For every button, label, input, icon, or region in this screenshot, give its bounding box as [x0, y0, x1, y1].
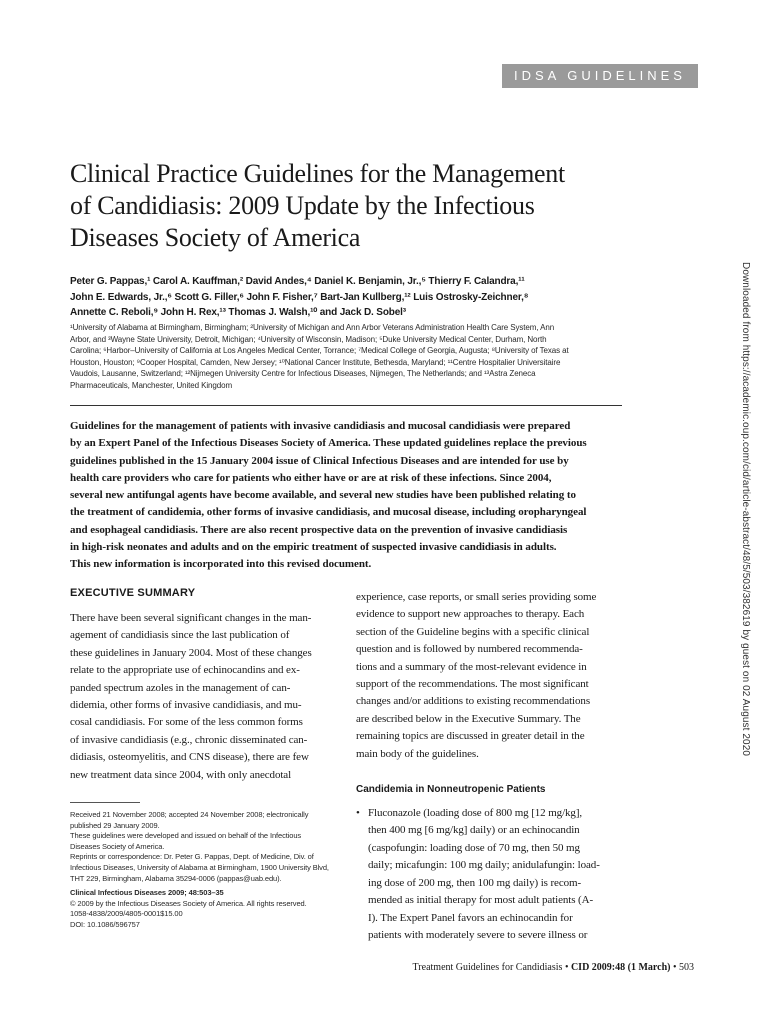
header-divider [70, 405, 622, 406]
footnote-divider [70, 802, 140, 803]
recommendation-bullet [356, 805, 621, 944]
body-line: tions and a summary of the most-relevant evidence in [356, 660, 587, 673]
body-line: support of the recommendations. The most significant [356, 678, 589, 691]
download-notice: Downloaded from https://academic.oup.com/cid/article-abstract/48/5/503/382619 by guest on 02 August 2020 [740, 262, 751, 757]
body-line: question and is followed by numbered recommenda- [356, 643, 583, 656]
body-line: didiasis, osteomyelitis, and CNS disease), there are few [70, 751, 309, 764]
footnote-line: Infectious Diseases, University of Alabama at Birmingham, 1900 University Blvd, [70, 862, 329, 872]
body-line: ing dose of 200 mg, then 100 mg daily) is recom- [368, 876, 582, 889]
page-number: 503 [679, 962, 694, 973]
author-line: Annette C. Reboli,⁹ John H. Rex,¹³ Thomas J. Walsh,¹⁰ and Jack D. Sobel³ [70, 307, 406, 319]
body-line: these guidelines in January 2004. Most of these changes [70, 646, 312, 659]
body-line: panded spectrum azoles in the management of can- [70, 681, 291, 694]
body-line: section of the Guideline begins with a specific clinical [356, 625, 590, 638]
abstract-line: This new information is incorporated into this revised document. [70, 558, 372, 571]
author-line: Peter G. Pappas,¹ Carol A. Kauffman,² David Andes,⁴ Daniel K. Benjamin, Jr.,⁵ Thierry F. Calandra,¹¹ [70, 276, 525, 287]
body-line: didemia, other forms of invasive candidiasis, and mu- [70, 699, 302, 712]
body-line: changes and/or additions to existing recommendations [356, 695, 590, 708]
body-line: of invasive candidiasis (e.g., chronic disseminated can- [70, 733, 308, 746]
body-line: relate to the appropriate use of echinocandins and ex- [70, 664, 300, 677]
footnote-line: Received 21 November 2008; accepted 24 November 2008; electronically [70, 810, 309, 819]
footer-separator: • [564, 962, 569, 973]
page-footer [413, 962, 694, 973]
body-line: evidence to support new approaches to therapy. Each [356, 608, 585, 621]
abstract-line: in high-risk neonates and adults and on the empiric treatment of suspected invasive candidiasis in adults. [70, 541, 557, 554]
footnote-line: THT 229, Birmingham, Alabama 35294-0006 (pappas@uab.edu). [70, 873, 282, 883]
journal-citation: Clinical Infectious Diseases 2009; 48:503–35 [70, 888, 224, 898]
abstract-line: the treatment of candidemia, other forms of invasive candidiasis, and mucosal disease, including oropharyngeal [70, 506, 587, 519]
body-line: patients with moderately severe to severe illness or [368, 928, 588, 941]
abstract-line: health care providers who care for patients who either have or are at risk of these infections. Since 2004, [70, 471, 552, 484]
body-line: are described below in the Executive Summary. The [356, 712, 581, 725]
executive-summary-continued [356, 589, 621, 763]
body-line: main body of the guidelines. [356, 747, 479, 760]
abstract-line: guidelines published in the 15 January 2004 issue of Clinical Infectious Diseases and are intended for use by [70, 454, 569, 467]
title-line: Diseases Society of America [70, 223, 361, 252]
title-line: Clinical Practice Guidelines for the Management [70, 159, 565, 188]
affiliations [70, 322, 630, 392]
abstract-line: Guidelines for the management of patients with invasive candidiasis and mucosal candidiasis were prepared [70, 420, 571, 432]
bullet-marker: • [356, 807, 360, 820]
footnote-line: These guidelines were developed and issued on behalf of the Infectious [70, 831, 302, 841]
footnote-line: © 2009 by the Infectious Diseases Society of America. All rights reserved. [70, 898, 307, 908]
footnotes [70, 810, 340, 931]
body-line: agement of candidiasis since the last publication of [70, 629, 290, 642]
body-line: daily; micafungin: 100 mg daily; anidulafungin: load- [368, 859, 600, 872]
footnote-line: Reprints or correspondence: Dr. Peter G. Pappas, Dept. of Medicine, Div. of [70, 852, 314, 862]
abstract [70, 418, 626, 574]
body-line: mended as initial therapy for most adult patients (A- [368, 894, 594, 907]
body-line: new treatment data since 2004, with only anecdotal [70, 768, 292, 781]
affiliation-line: ¹University of Alabama at Birmingham, Birmingham; ²University of Michigan and Ann Arbor Veterans Administration Health Care System, Ann [70, 323, 555, 332]
footer-citation: CID 2009:48 (1 March) [570, 962, 671, 973]
affiliation-line: Vaudois, Lausanne, Switzerland; ¹²Nijmegen University Centre for Infectious Diseases, Nijmegen, The Netherlands; and ¹³Astra Zeneca [70, 369, 536, 379]
footnote-line: Diseases Society of America. [70, 841, 165, 851]
affiliation-line: Houston, Houston; ⁹Cooper Hospital, Camden, New Jersey; ¹⁰National Cancer Institute, Bethesda, Maryland; ¹¹Centre Hospitalier Universitaire [70, 357, 561, 367]
affiliation-line: Arbor, and ³Wayne State University, Detroit, Michigan; ⁴University of Wisconsin, Madison; ⁵Duke University Medical Center, Durham, North [70, 334, 547, 344]
author-line: John E. Edwards, Jr.,⁶ Scott G. Filler,⁶ John F. Fisher,⁷ Bart-Jan Kullberg,¹² Luis Ostrosky-Zeichner,⁸ [70, 291, 529, 303]
author-list [70, 274, 630, 321]
abstract-line: by an Expert Panel of the Infectious Diseases Society of America. These updated guidelines replace the previous [70, 437, 587, 450]
abstract-line: several new antifungal agents have become available, and several new studies have been published relating to [70, 489, 576, 502]
body-line: experience, case reports, or small series providing some [356, 591, 597, 603]
running-title: Treatment Guidelines for Candidiasis [412, 962, 563, 973]
footnote-line: published 29 January 2009. [70, 820, 160, 830]
affiliation-line: Pharmaceuticals, Manchester, United Kingdom [70, 380, 233, 390]
left-column [70, 586, 342, 784]
candidemia-subheading: Candidemia in Nonneutropenic Patients [356, 784, 546, 796]
doi: DOI: 10.1086/596757 [70, 919, 140, 929]
footer-separator: • [672, 962, 677, 973]
executive-summary-text [70, 610, 342, 784]
article-title [70, 158, 630, 254]
download-watermark [740, 262, 752, 782]
body-line: There have been several significant changes in the man- [70, 612, 312, 624]
body-line: (caspofungin: loading dose of 70 mg, then 50 mg [368, 841, 580, 854]
footnote-line: 1058-4838/2009/4805-0001$15.00 [70, 909, 183, 919]
title-line: of Candidiasis: 2009 Update by the Infectious [70, 191, 535, 220]
executive-summary-heading: EXECUTIVE SUMMARY [70, 587, 196, 599]
body-line: remaining topics are discussed in greater detail in the [356, 730, 585, 743]
body-line: cosal candidiasis. For some of the less common forms [70, 716, 303, 729]
right-column [356, 589, 621, 944]
body-line: Fluconazole (loading dose of 800 mg [12 mg/kg], [368, 807, 583, 820]
body-line: then 400 mg [6 mg/kg] daily) or an echinocandin [368, 824, 580, 837]
affiliation-line: Carolina; ⁶Harbor–University of California at Los Angeles Medical Center, Torrance; ⁷Medical College of Georgia, Augusta; ⁸University of Texas at [70, 346, 569, 356]
body-line: I). The Expert Panel favors an echinocandin for [368, 911, 573, 924]
section-banner: IDSA GUIDELINES [502, 64, 698, 88]
abstract-line: and esophageal candidiasis. There are also recent prospective data on the prevention of invasive candidiasis [70, 523, 568, 536]
